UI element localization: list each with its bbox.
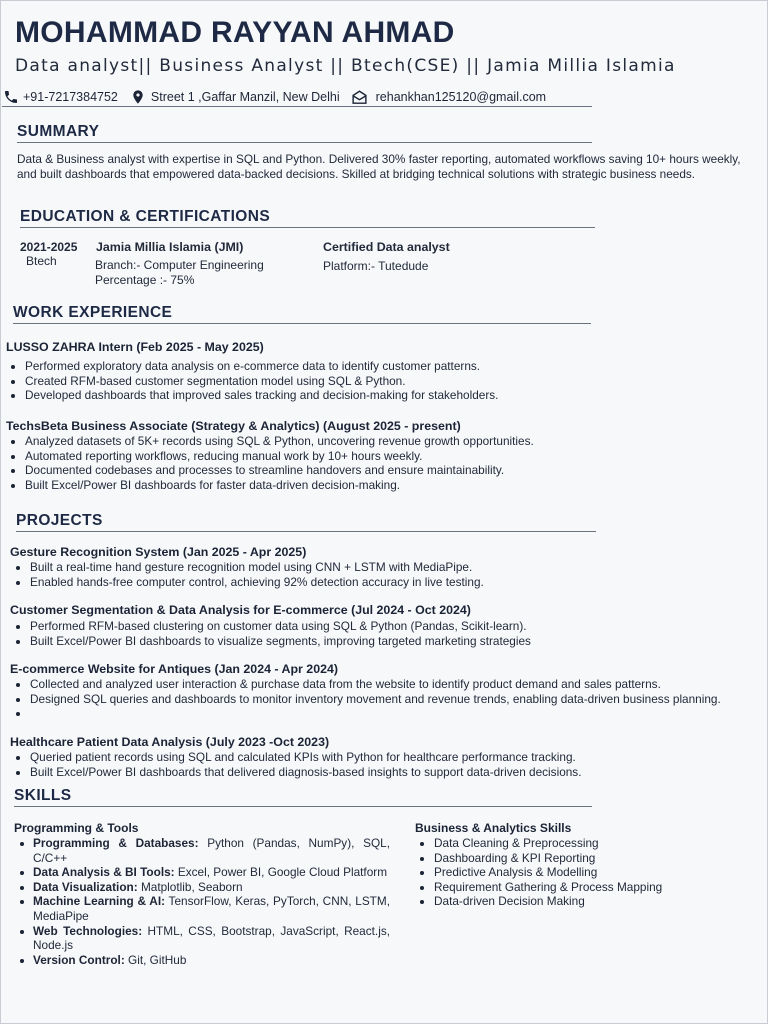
list-item: Developed dashboards that improved sales tracking and decision-making for stakeholders. [6, 388, 746, 403]
list-item: Performed exploratory data analysis on e-commerce data to identify customer patterns. [6, 359, 746, 374]
list-item: Collected and analyzed user interaction & purchase data from the website to identify product demand and sales patterns. [11, 677, 759, 692]
skill-label: Data Visualization: [33, 879, 138, 894]
projects-title: PROJECTS [16, 512, 596, 532]
phone-number[interactable]: +91-7217384752 [23, 90, 118, 104]
skill-value: TensorFlow, Keras, PyTorch, CNN, LSTM, MediaPipe [33, 894, 390, 923]
list-item: Created RFM-based customer segmentation model using SQL & Python. [6, 374, 746, 389]
envelope-icon [350, 89, 370, 106]
job-company: TechsBeta [6, 419, 68, 433]
phone-icon [2, 89, 19, 106]
job-bullets [6, 434, 746, 492]
list-item: Dashboarding & KPI Reporting [415, 851, 755, 866]
list-item: Built Excel/Power BI dashboards for faster data-driven decision-making. [6, 478, 746, 493]
email-link[interactable]: rehankhan125120@gmail.com [375, 90, 547, 104]
edu-school: Jamia Millia Islamia (JMI) [96, 240, 244, 254]
candidate-name: MOHAMMAD RAYYAN AHMAD [15, 16, 455, 49]
location-pin-icon [130, 89, 147, 106]
project-heading: Customer Segmentation & Data Analysis for E-commerce (Jul 2024 - Oct 2024) [10, 603, 471, 617]
list-item: Performed RFM-based clustering on customer data using SQL & Python (Pandas, Scikit-learn). [11, 619, 751, 634]
project-bullets [11, 677, 759, 721]
skill-label: Machine Learning & AI: [33, 894, 166, 909]
list-item [14, 953, 390, 968]
skill-label: Web Technologies: [33, 923, 143, 938]
skills-right-list [415, 836, 755, 909]
work-title: WORK EXPERIENCE [13, 304, 591, 324]
project-heading: Healthcare Patient Data Analysis (July 2023 -Oct 2023) [10, 735, 330, 749]
list-item: Analyzed datasets of 5K+ records using SQL & Python, uncovering revenue growth opportunities. [6, 434, 746, 449]
education-title: EDUCATION & CERTIFICATIONS [20, 208, 595, 228]
job-heading [6, 340, 264, 354]
project-heading: Gesture Recognition System (Jan 2025 - Apr 2025) [10, 545, 307, 559]
edu-years: 2021-2025 [20, 240, 78, 254]
list-item [14, 880, 390, 895]
project-bullets [11, 750, 751, 779]
list-item [11, 706, 759, 721]
list-item: Data-driven Decision Making [415, 894, 755, 909]
edu-branch: Branch:- Computer Engineering [95, 258, 264, 272]
edu-percentage: Percentage :- 75% [95, 273, 195, 287]
list-item: Queried patient records using SQL and calculated KPIs with Python for healthcare performance tracking. [11, 750, 751, 765]
skills-title: SKILLS [14, 787, 592, 807]
summary-text: Data & Business analyst with expertise in SQL and Python. Delivered 30% faster reporting, automated workflows saving 10+ hours weekly, and built dashboards that empowered data-backed decisions. Skilled at bridging technical solutions with strategic business needs. [17, 152, 741, 181]
list-item: Requirement Gathering & Process Mapping [415, 880, 755, 895]
list-item [14, 894, 390, 923]
list-item [14, 836, 390, 865]
list-item: Enabled hands-free computer control, achieving 92% detection accuracy in live testing. [11, 575, 751, 590]
skill-label: Data Analysis & BI Tools: [33, 865, 175, 880]
skill-value: HTML, CSS, Bootstrap, JavaScript, React.js, Node.js [33, 923, 390, 953]
list-item: Automated reporting workflows, reducing manual work by 10+ hours weekly. [6, 449, 746, 464]
list-item [14, 865, 390, 880]
cert-platform: Platform:- Tutedude [323, 259, 429, 273]
summary-title: SUMMARY [17, 123, 592, 143]
skill-value: Python (Pandas, NumPy), SQL, C/C++ [33, 836, 390, 865]
skill-value: Matplotlib, Seaborn [137, 879, 243, 894]
headline: Data analyst|| Business Analyst || Btech(CSE) || Jamia Millia Islamia [15, 56, 676, 76]
job-role: Business Associate (Strategy & Analytics) (August 2025 - present) [67, 419, 461, 433]
skill-value: Excel, Power BI, Google Cloud Platform [174, 865, 388, 880]
list-item: Data Cleaning & Preprocessing [415, 836, 755, 851]
job-company: LUSSO ZAHRA [6, 340, 96, 354]
cert-title: Certified Data analyst [323, 240, 450, 254]
project-bullets [11, 619, 751, 648]
list-item: Documented codebases and processes to streamline handovers and ensure maintainability. [6, 463, 746, 478]
skill-value: Git, GitHub [124, 952, 187, 967]
skill-label: Programming & Databases: [33, 836, 199, 850]
project-heading: E-commerce Website for Antiques (Jan 2024 - Apr 2024) [10, 662, 339, 676]
skills-left-title: Programming & Tools [14, 821, 139, 835]
project-bullets [11, 560, 751, 589]
job-heading [6, 419, 461, 433]
contact-bar [2, 88, 592, 107]
skills-right-title: Business & Analytics Skills [415, 821, 572, 835]
list-item: Built a real-time hand gesture recognition model using CNN + LSTM with MediaPipe. [11, 560, 751, 575]
list-item: Built Excel/Power BI dashboards to visualize segments, improving targeted marketing strategies [11, 634, 751, 649]
list-item: Designed SQL queries and dashboards to monitor inventory movement and revenue trends, enabling data-driven business planning. [11, 692, 759, 707]
edu-degree: Btech [26, 254, 57, 268]
job-role: Intern (Feb 2025 - May 2025) [95, 340, 264, 354]
list-item: Predictive Analysis & Modelling [415, 865, 755, 880]
list-item [14, 924, 390, 953]
job-bullets [6, 359, 746, 403]
list-item: Built Excel/Power BI dashboards that delivered diagnosis-based insights to support data-driven decisions. [11, 765, 751, 780]
address: Street 1 ,Gaffar Manzil, New Delhi [150, 90, 340, 104]
skill-label: Version Control: [33, 952, 125, 967]
skills-left-list [14, 836, 390, 967]
